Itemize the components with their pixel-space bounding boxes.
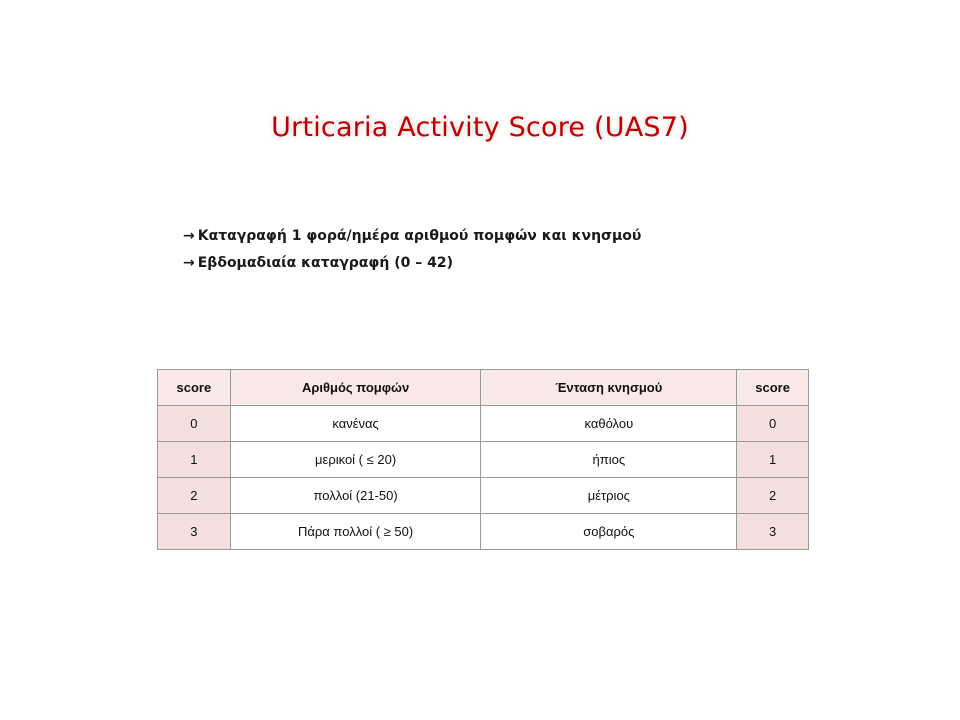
header-score-itch: score bbox=[737, 370, 809, 406]
score-cell: 2 bbox=[737, 478, 809, 514]
table-row bbox=[158, 514, 809, 550]
uas7-score-table bbox=[157, 369, 809, 550]
score-cell: 1 bbox=[737, 442, 809, 478]
wheal-count-cell: Πάρα πολλοί ( ≥ 50) bbox=[230, 514, 481, 550]
bullet-list bbox=[183, 226, 641, 280]
header-score-wheals: score bbox=[158, 370, 231, 406]
score-cell: 2 bbox=[158, 478, 231, 514]
slide-title: Urticaria Activity Score (UAS7) bbox=[271, 112, 689, 143]
arrow-right-icon: → bbox=[183, 228, 195, 244]
bullet-item bbox=[183, 253, 641, 280]
itch-intensity-cell: καθόλου bbox=[481, 406, 737, 442]
wheal-count-cell: κανένας bbox=[230, 406, 481, 442]
header-wheal-count: Αριθμός πομφών bbox=[230, 370, 481, 406]
score-cell: 1 bbox=[158, 442, 231, 478]
score-cell: 0 bbox=[158, 406, 231, 442]
bullet-text: Καταγραφή 1 φορά/ημέρα αριθμού πομφών και κνησμού bbox=[197, 228, 642, 244]
bullet-item bbox=[183, 226, 641, 253]
table-row bbox=[158, 478, 809, 514]
arrow-right-icon: → bbox=[183, 255, 195, 271]
table-row bbox=[158, 406, 809, 442]
table-row bbox=[158, 442, 809, 478]
bullet-text: Εβδομαδιαία καταγραφή (0 – 42) bbox=[197, 255, 453, 271]
itch-intensity-cell: μέτριος bbox=[481, 478, 737, 514]
wheal-count-cell: πολλοί (21-50) bbox=[230, 478, 481, 514]
itch-intensity-cell: ήπιος bbox=[481, 442, 737, 478]
table-header-row bbox=[158, 370, 809, 406]
wheal-count-cell: μερικοί ( ≤ 20) bbox=[230, 442, 481, 478]
score-cell: 3 bbox=[158, 514, 231, 550]
itch-intensity-cell: σοβαρός bbox=[481, 514, 737, 550]
score-cell: 3 bbox=[737, 514, 809, 550]
score-cell: 0 bbox=[737, 406, 809, 442]
header-itch-intensity: Ένταση κνησμού bbox=[481, 370, 737, 406]
